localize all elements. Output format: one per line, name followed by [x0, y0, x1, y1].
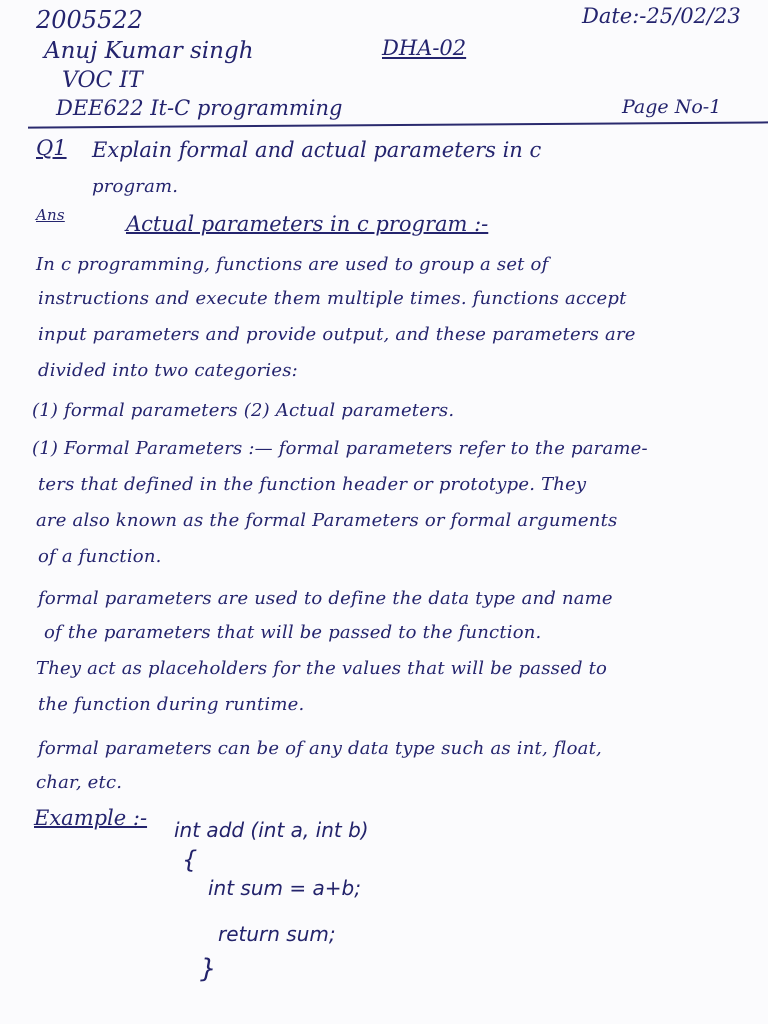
question-label: Q1: [36, 136, 67, 160]
student-name: Anuj Kumar singh: [44, 38, 254, 64]
question-line-2: program.: [92, 176, 179, 197]
course-name: VOC IT: [62, 68, 143, 93]
answer-line: They act as placeholders for the values that will be passed to: [36, 658, 608, 679]
answer-line: input parameters and provide output, and these parameters are: [38, 324, 636, 345]
answer-line: (1) formal parameters (2) Actual parameters.: [32, 400, 455, 421]
assignment-code: DHA-02: [382, 36, 467, 60]
answer-line: divided into two categories:: [38, 360, 298, 381]
answer-label: Ans: [36, 206, 65, 224]
roll-number: 2005522: [36, 6, 143, 34]
answer-line: of the parameters that will be passed to the function.: [44, 622, 542, 643]
code-line: int add (int a, int b): [174, 818, 369, 842]
code-line: }: [200, 954, 217, 984]
answer-line-formal-heading: (1) Formal Parameters :— formal parameters refer to the parame-: [32, 438, 648, 459]
question-line-1: Explain formal and actual parameters in c: [92, 138, 542, 162]
answer-line: the function during runtime.: [38, 694, 305, 715]
answer-line: are also known as the formal Parameters or formal arguments: [36, 510, 618, 531]
code-line: {: [182, 846, 198, 874]
answer-line: of a function.: [38, 546, 162, 567]
code-line: return sum;: [218, 922, 336, 946]
answer-line: ters that defined in the function header or prototype. They: [38, 474, 587, 495]
answer-line: instructions and execute them multiple times. functions accept: [38, 288, 627, 309]
date: Date:-25/02/23: [582, 4, 741, 28]
answer-heading: Actual parameters in c program :-: [126, 212, 489, 236]
answer-line: formal parameters can be of any data type such as int, float,: [38, 738, 602, 759]
page-number: Page No-1: [622, 96, 722, 118]
example-label: Example :-: [34, 806, 148, 830]
answer-line: formal parameters are used to define the data type and name: [38, 588, 613, 609]
subject-line: DEE622 It-C programming: [56, 96, 343, 120]
header-divider: [28, 121, 768, 128]
code-line: int sum = a+b;: [208, 876, 361, 900]
answer-line: In c programming, functions are used to group a set of: [36, 254, 549, 275]
answer-line: char, etc.: [36, 772, 123, 793]
